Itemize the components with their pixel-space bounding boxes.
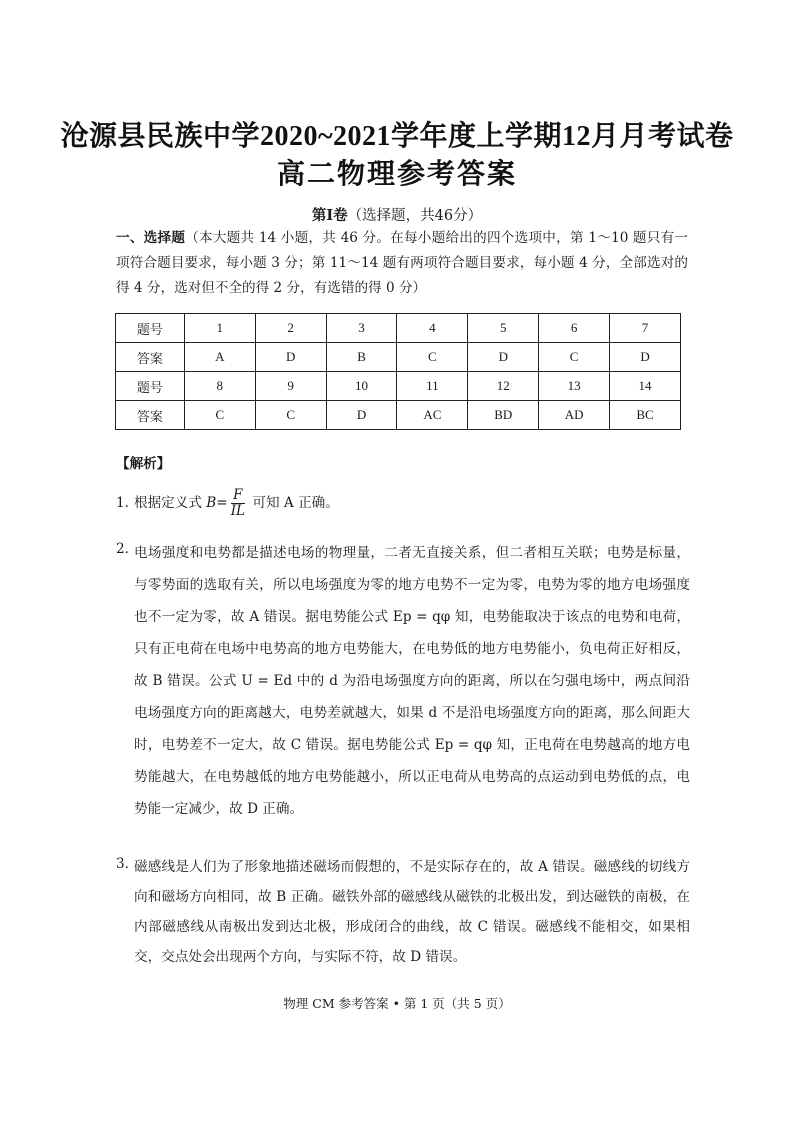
table-cell: B [326,343,397,372]
table-cell: C [184,401,255,430]
table-cell: C [255,401,326,430]
table-cell: 12 [468,372,539,401]
item-text-after: 可知 A 正确。 [252,495,339,511]
table-row [116,401,681,430]
table-cell: 9 [255,372,326,401]
volume-label: 第Ⅰ卷 [311,207,348,224]
section-heading: 一、选择题 [116,230,186,246]
table-cell: D [610,343,681,372]
table-row [116,314,681,343]
item-body [134,488,690,519]
table-cell: 14 [610,372,681,401]
page-title: 沧源县民族中学2020~2021学年度上学期12月月考试卷 [60,121,734,152]
table-cell: 3 [326,314,397,343]
table-cell: 答案 [116,401,185,430]
section-intro [116,226,688,301]
table-cell: 11 [397,372,468,401]
fraction-numerator: F [231,488,245,504]
table-cell: 2 [255,314,326,343]
table-cell: C [397,343,468,372]
item-text-before: 根据定义式 [134,495,202,511]
table-cell: 答案 [116,343,185,372]
table-row [116,343,681,372]
item-number: 2． [116,541,139,557]
analysis-heading: 【解析】 [116,456,171,472]
table-cell: AD [539,401,610,430]
item-body: 磁感线是人们为了形象地描述磁场而假想的，不是实际存在的，故 A 错误。磁感线的切线方向和磁场方向相同，故 B 正确。磁铁外部的磁感线从磁铁的北极出发，到达磁铁的南极，在内部磁感线从南极出发到达北极，形成闭合的曲线，故 C 错误。磁感线不能相交，如果相交，交点处会出现两个方向，与实际不符，故 D 错误。 [134,859,690,965]
item-number: 1． [116,495,139,511]
table-cell: D [326,401,397,430]
table-cell: 题号 [116,372,185,401]
table-cell: 4 [397,314,468,343]
volume-heading [0,204,794,225]
table-cell: C [539,343,610,372]
volume-note: （选择题，共46分） [347,208,483,224]
item-number: 3． [116,856,139,872]
table-cell: 10 [326,372,397,401]
table-cell: 6 [539,314,610,343]
fraction-denominator: IL [230,503,246,519]
table-cell: 7 [610,314,681,343]
formula-fraction [231,488,245,519]
page-footer: 物理 CM 参考答案 • 第 1 页（共 5 页） [283,996,511,1011]
table-row [116,372,681,401]
table-cell: 8 [184,372,255,401]
table-cell: AC [397,401,468,430]
table-cell: 5 [468,314,539,343]
table-cell: 13 [539,372,610,401]
table-cell: D [255,343,326,372]
formula-equals: = [216,495,228,511]
table-cell: D [468,343,539,372]
formula-lhs: B [206,495,217,511]
table-cell: BC [610,401,681,430]
page-subtitle: 高二物理参考答案 [276,159,517,190]
table-cell: A [184,343,255,372]
item-body: 电场强度和电势都是描述电场的物理量，二者无直接关系，但二者相互关联；电势是标量，与零势面的选取有关，所以电场强度为零的地方电势不一定为零，电势为零的地方电场强度也不一定为零，故 A 错误。据电势能公式 Ep = qφ 知，电势能取决于该点的电势和电荷，只有正电荷在电场中电势高的地方电势能大，在电势低的地方电势能小，负电荷正好相反，故 B 错误。公式 U = Ed 中的 d 为沿电场强度方向的距离，所以在匀强电场中，两点间沿电场强度方向的距离越大，电势差就越大，如果 d 不是沿电场强度方向的距离，那么间距大时，电势差不一定大，故 C 错误。据电势能公式 Ep = qφ 知，正电荷在电势越高的地方电势能越大，在电势越低的地方电势能越小，所以正电荷从电势高的点运动到电势低的点，电势能一定减少，故 D 正确。 [134,545,690,817]
table-cell: 题号 [116,314,185,343]
section-description: （本大题共 14 小题，共 46 分。在每小题给出的四个选项中，第 1～10 题只有一项符合题目要求，每小题 3 分；第 11～14 题有两项符合题目要求，每小题 4 分，全部选对的得 4 分，选对但不全的得 2 分，有选错的得 0 分） [116,230,689,296]
table-cell: BD [468,401,539,430]
answer-table [115,313,681,430]
table-cell: 1 [184,314,255,343]
